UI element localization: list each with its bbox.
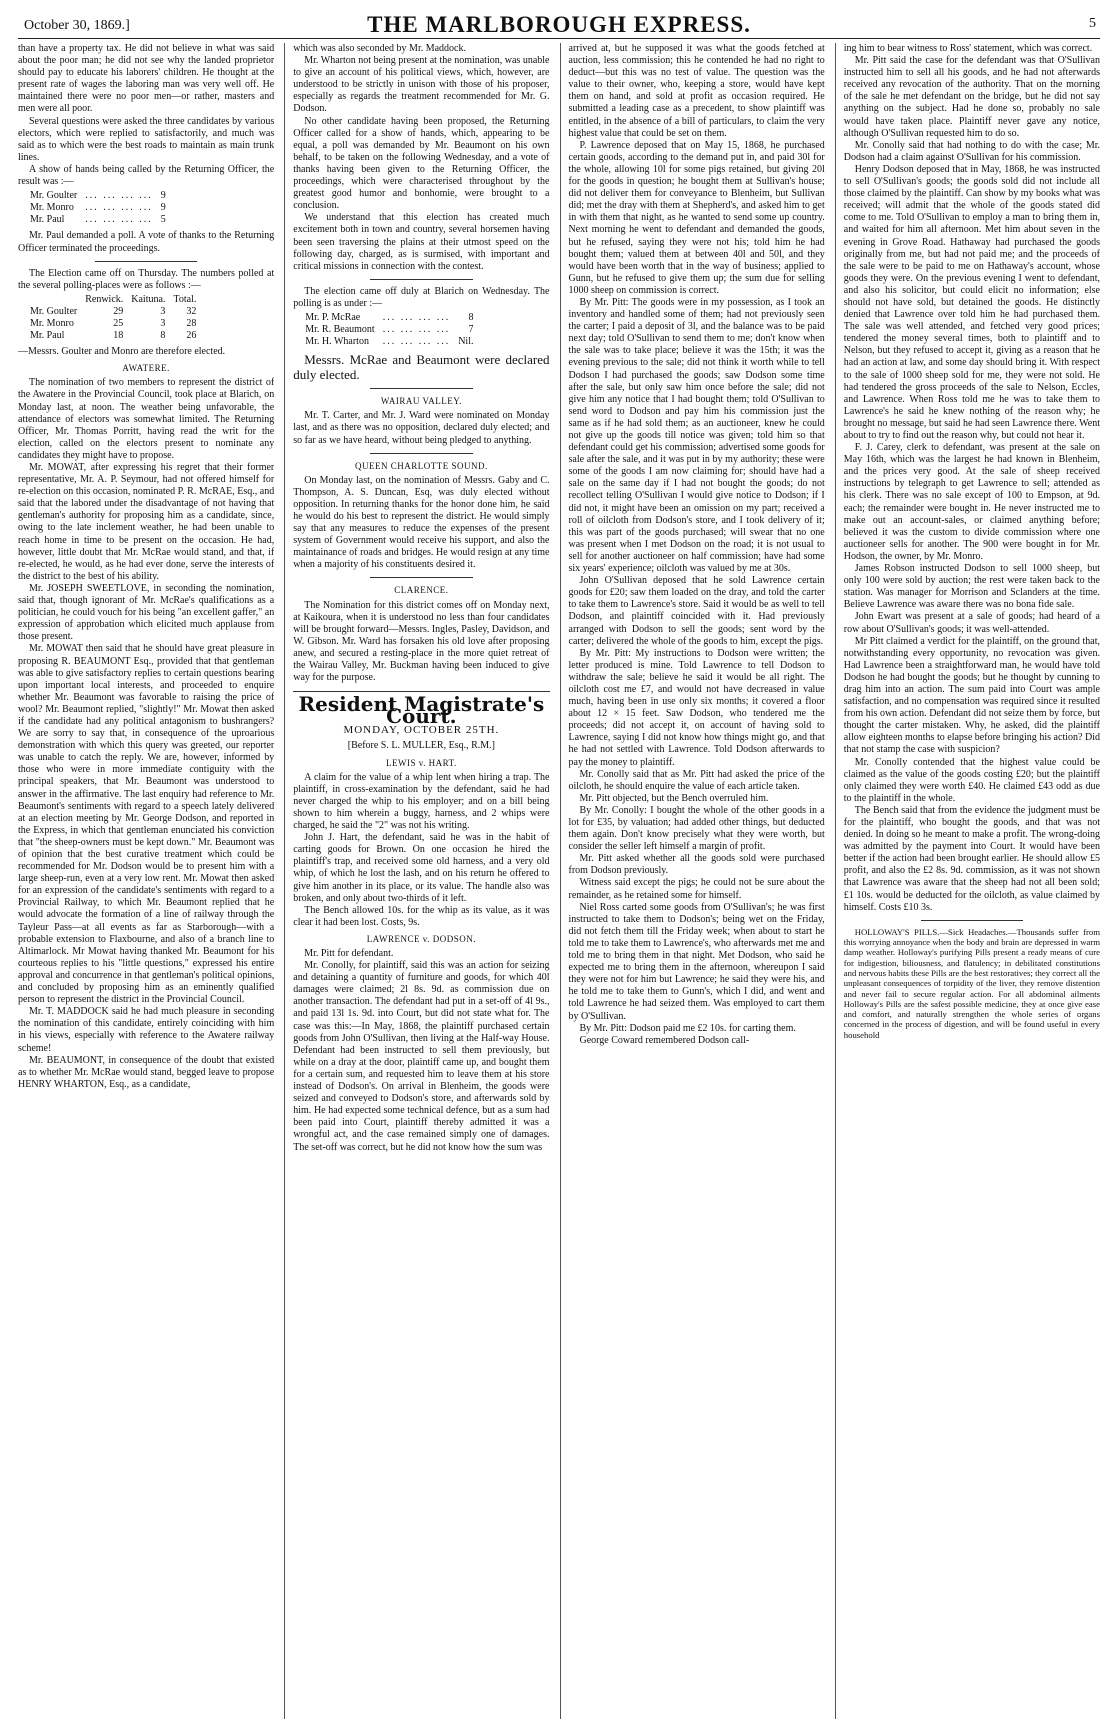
article-text: Mr. BEAUMONT, in consequence of the doubt that existed as to whether Mr. McRae would stand, begged leave to propose HENRY WHARTON, Esq., as a candidate,	[18, 1054, 275, 1090]
article-text: which was also seconded by Mr. Maddock.	[293, 43, 466, 54]
article-text: The Bench said that from the evidence the judgment must be for the plaintiff, who bought the goods, and that was not denied. In doing so he meant to make a profit. The wrong-doing was admitted by the payment into Court. It would have been better if the action had been brought earlier. He should allow £5 profit, and also the £2 8s. 9d. commission, as it was not shown that Lawrence was aware that the sheep had not all been sold; £1 10s. would be deducted for the oilcloth, as value claimed by himself. Costs £10 3s.	[843, 804, 1100, 913]
article-text: The Election came off on Thursday. The numbers polled at the several polling-places were as follows :—	[18, 267, 275, 291]
table-row: Mr. Monro ... ... ... ... 9	[26, 202, 170, 214]
article-text: Mr. Conolly said that had nothing to do with the case; Mr. Dodson had a claim against O'Sullivan for his commission.	[843, 139, 1100, 163]
table-row	[26, 306, 200, 318]
article-text: Mr. Conolly, for plaintiff, said this was an action for seizing and detaining a quantity of furniture and goods, for which 40l damages were claimed; 2l 8s. 9d. as commission due on another transaction. The defendant had put in a set-off of 4l 9s., and paid 13l 1s. 9d. into Court, but did not state what for. The case was this:—In May, 1868, the plaintiff purchased certain goods from John O'Sullivan, then living at the Half-way House. Defendant had been instructed to sell them previously, but while on a dray at the door, plaintiff came up, and bought them for a certain sum, and requested him to leave them at his store instead of Dodson's. On arrival in Blenheim, the goods were seized and conveyed to Dodson's store, and afterwards sold by him. He had expected some technical defence, but as a sum had been paid into Court, plaintiff thereby admitted it was a wrongful act, and the case remained simply one of damages. The set-off was correct, but he did not know how the sum was	[293, 960, 550, 1153]
article-text: The Bench allowed 10s. for the whip as its value, as it was clear it had been lost. Costs, 9s.	[293, 904, 550, 928]
article-text: Mr. Pitt objected, but the Bench overruled him.	[579, 792, 769, 804]
court-date: MONDAY, OCTOBER 25TH.	[343, 724, 500, 737]
article-text: Witness said except the pigs; he could not be sure about the remainder, as he retained some for himself.	[568, 877, 825, 901]
article-text: We understand that this election has created much excitement both in town and country, several horsemen having been seen traversing the plains at their utmost speed on the following day, charged, as is surmised, with important and critical missions in connection with the contest.	[293, 212, 550, 272]
cell: 25	[113, 317, 124, 329]
article-text: Mr. Paul demanded a poll. A vote of thanks to the Returning Officer terminated the proceedings.	[18, 230, 275, 254]
cell: 26	[186, 330, 197, 342]
article-text: James Robson instructed Dodson to sell 1000 sheep, but only 100 were sold by auction; the rest were taken back to the station. Was manager for Morrison and Sclanders at the time. Believe Lawrence was aware there was no bona fide sale.	[843, 563, 1100, 611]
column-3	[560, 43, 825, 1719]
cell: 8	[160, 330, 166, 342]
columns	[18, 43, 1100, 1719]
article-text: The election came off duly at Blarich on Wednesday. The polling is as under :—	[293, 285, 550, 309]
article-text: By Mr. Conolly: I bought the whole of the other goods in a lot for £35, by valuation; had added other things, but deducted them again. Don't know precisely what they were worth, but consider the seller left himself a margin of profit.	[568, 804, 825, 853]
article-text: Messrs. McRae and Beaumont were declared duly elected.	[293, 352, 550, 383]
article-text: The nomination of two members to represent the district of the Awatere in the Provincial Council, took place at Blarich, on Monday last, at noon. The weather being unfavorable, the attendance of electors was somewhat limited. The Returning Officer, Mr. Thomas Porritt, having read the writ for the election, called on the electors present to nominate any candidates they might have to propose.	[18, 377, 275, 461]
vote-count: 9	[160, 190, 166, 202]
article-text: Mr. Pitt said the case for the defendant was that O'Sullivan instructed him to sell all his goods, and he had not afterwards received any revocation of the authority. That on the morning of the sale he met defendant on the bridge, but he did not say anything on the subject. Had he done so, probably no sale would have taken place. Plaintiff never gave any notice, although O'Sullivan requested him to do so.	[843, 55, 1100, 139]
article-text: F. J. Carey, clerk to defendant, was present at the sale on May 16th, which was the largest he had known in Blenheim, and the prices very good. At the sale of sheep received instructions by telegraph to get Lawrence to sell; attended as his clerk. There was no sale except of 100 to Empson, at 9d. each; the remainder were bought in. He never instructed me to make out an account-sales, or claimed anything before; believed it was the custom to divide commission where one auctioneer sells for another. The 900 were bought in for Mr. Hodson, the owner, by Mr. Monro.	[843, 442, 1100, 562]
article-text: Mr. JOSEPH SWEETLOVE, in seconding the nomination, said that, though ignorant of Mr. McRae's qualifications as a politician, he could vouch for his being "an excellent gaffer," an expression of approbation which elicited much applause from those present.	[18, 582, 275, 643]
article-text: The Nomination for this district comes off on Monday next, at Kaikoura, when it is understood no less than four candidates will be brought forward—Messrs. Ingles, Pasley, Davidson, and W. Gibson. Mr. Ward has forsaken his old love after proposing anew, and secured a resting-place in the more quiet retreat of the Wairau Valley, Mr. Buckman having been induced to give way for the purpose.	[293, 599, 550, 684]
issue-date: October 30, 1869.]	[24, 18, 130, 33]
article-text: George Coward remembered Dodson call-	[579, 1034, 750, 1046]
article-text: ing him to bear witness to Ross' statement, which was correct.	[843, 43, 1093, 54]
table-row	[26, 318, 200, 330]
cell: 32	[186, 305, 197, 317]
article-text: No other candidate having been proposed, the Returning Officer called for a show of hands, which, appearing to be equal, a poll was demanded by Mr. Beaumont on his own behalf, to be taken on the following Wednesday, and a vote of thanks having been given to the Returning Officer, the proceedings, which were characterised throughout by the greatest good humor and bonhomie, were brought to a conclusion.	[293, 115, 550, 212]
poll-results-table	[26, 294, 200, 342]
divider	[370, 453, 473, 454]
article-text: John O'Sullivan deposed that he sold Lawrence certain goods for £20; saw them loaded on the dray, and told the carter to take them to Lawrence's store. Said it would be as well to tell Dodson, and plaintiff coincided with it. Had previously arranged with Dodson to sell the goods; sent word by the carter; delivered the whole of the goods to him, except the pigs.	[568, 575, 825, 647]
table-row: Mr. P. McRae ... ... ... ... 8	[301, 312, 477, 324]
show-of-hands-table	[26, 190, 170, 226]
page-number: 5	[1089, 16, 1096, 31]
article-text: than have a property tax. He did not believe in what was said about the poor man; he did not see why the landed proprietor should pay to educate his laborers' children. He thought at the present rate of wages the laboring man was very well off. He maintained there were no poor men—or rather, masters and men were all poor.	[18, 43, 275, 115]
candidate-name: Mr. Goulter	[30, 190, 78, 202]
article-text: By Mr. Pitt: Dodson paid me £2 10s. for carting them.	[579, 1022, 796, 1034]
case-heading: LAWRENCE v. DODSON.	[366, 933, 476, 944]
article-text: By Mr. Pitt: The goods were in my possession, as I took an inventory and handled some of them; had not previously seen the carter; I paid a deposit of 3l, and the balance was to be paid next day; told O'Sullivan to send them to me; don't know when the sale was to take place; believe it was the 15th; it was the evening previous to the sale; did not think it worth while to tell Dodson I had purchased the goods; saw Dodson some time after the sale, but only saw him once before the sale; did not give him any notice that I had bought them; told O'Sullivan to send word to Dodson and pay him his commission just the same as if he had sold them; as an auctioneer, knew he could not give up the goods till notice was given; told him so that defendant could get his commission; advertised some goods for sale after the sale, and it was put in by my authority; these were some of the goods I am now claiming for; should have had a sale on the same day if I had not bought the goods; do not recollect telling O'Sullivan I would give notice to Dodson; if I did not, it might have been an omission on my part; received a roll of oilcloth from Dodson's store, and I took delivery of it; this was part of the goods purchased; will swear that no one was present when I met Dodson on the road; it is not usual to sell for another auctioneer on half commission; have had some six years' experience; oilcloth was valued by me at 30s.	[568, 296, 825, 575]
masthead	[18, 10, 1100, 39]
article-text: Henry Dodson deposed that in May, 1868, he was instructed to sell O'Sullivan's goods; the goods sold did not include all those claimed by the plaintiff. Can show by my books what was received; will admit that the whole of the goods stated did come to me. Told O'Sullivan to employ a man to bring them in, and waited for him all afternoon. Met him about seven in the evening in Grove Road. Hathaway had purchased the goods originally from me, but had not paid me; and the proceeds of the sale were to be paid to me on Hathaway's account, whose goods they were. On the previous evening I went to defendant, and also his solicitor, but could elicit no information; else should not have sold, but detained the goods. He distinctly denied that Lawrence over told him he had purchased them. The sale was well attended, and fetched very good prices; tendered the money several times, both to plaintiff and to Nelson, but they refused to accept it, giving as a reason that he had an action at law, and some day should bring it. With respect to the sale of 1000 sheep sold for me, they were not sold. He had tendered the gross proceeds of the sale to Nelson, Eccles, and Lawrence. When Ross told me he was to take them to Lawrence's he said he knew nothing of the reason why; he brought no message, but said he had seen Lawrence there. Went about to try to find out the reason why, but could not hear it.	[843, 163, 1100, 441]
column-header: Total.	[173, 293, 197, 305]
candidate-name: Mr. Paul	[30, 330, 65, 342]
table-row: Mr. H. Wharton ... ... ... ... Nil.	[301, 336, 477, 348]
article-text: arrived at, but he supposed it was what the goods fetched at auction, less commission; this he contended he had no right to deduct—but this was no test of value. The question was the value to their owner, who, keeping a store, would have kept them on hand, and sold at profit as occasion required. He submitted a leading case as a precedent, to show plaintiff was entitled, in the absence of a bill of particulars, to claim the very highest value that could be set on them.	[568, 43, 825, 139]
divider	[370, 388, 473, 389]
divider	[95, 261, 198, 262]
column-1	[18, 43, 274, 1719]
article-text: Mr. T. MADDOCK said he had much pleasure in seconding the nomination of this candidate, entirely coinciding with him in his views, especially with reference to the Awatere railway scheme!	[18, 1006, 275, 1054]
advertisement: HOLLOWAY'S PILLS.—Sick Headaches.—Thousands suffer from this worrying annoyance when the body and brain are depressed in warm damp weather. Holloway's purifying Pills present a ready means of cure for indigestion, biliousness, and flatulency; in debilitated constitutions and nervous habits these Pills are the best restoratives; they correct all the unpleasant consequences of torpidity of the liver, they remove distention and never fail to secure regular action. For all abdominal ailments Holloway's Pills are the safest possible medicine, they at once give ease and comfort, and naturally strengthen the whole series of organs concerned in the process of digestion, and will be found useful in every household	[843, 926, 1100, 1040]
cell: 3	[160, 317, 166, 329]
candidate-name: Mr. P. McRae	[305, 311, 361, 323]
cell: 3	[160, 305, 166, 317]
section-heading: QUEEN CHARLOTTE SOUND.	[355, 460, 488, 471]
article-text: Mr. Wharton not being present at the nomination, was unable to give an account of his political views, which, however, are understood to be strictly in unison with those of his proposer, especially as regards the treatment recommended for Mr. G. Dodson.	[293, 55, 550, 115]
article-text: Mr. Conolly said that as Mr. Pitt had asked the price of the oilcloth, he should enquire the value of each article taken.	[568, 768, 825, 792]
article-text: —Messrs. Goulter and Monro are therefore elected.	[18, 346, 226, 358]
table-row	[26, 330, 200, 342]
article-text: By Mr. Pitt: My instructions to Dodson were written; the letter produced is mine. Told Lawrence to tell Dodson to withdraw the sale; believe he said it would be all right. The oilcloth cost me £7, and would not have decreased in value much, having been in use only six months; it covered a floor about 12 × 15 feet. Saw Dodson, who tendered me the proceeds; did not accept it, on account of having sold to Lawrence, saying I did not know how things might go, and that he had not settled with Lawrence. Told Dodson afterwards to pay the money to plaintiff.	[568, 647, 825, 768]
vote-count: 9	[160, 202, 166, 214]
article-text: Mr. Pitt for defendant.	[304, 948, 394, 959]
article-text: Mr. T. Carter, and Mr. J. Ward were nominated on Monday last, and as there was no opposition, declared duly elected; and so far as we have heard, without being pledged to anything.	[293, 410, 550, 446]
article-text: John J. Hart, the defendant, said he was in the habit of carting goods for Brown. On one occasion he hired the plaintiff's trap, and received some old harness, and a very old whip, of which he lost the lash, and on his return he offered to give him another in its place, or its value. The handle also was broken, and only about two-thirds of it left.	[293, 832, 550, 904]
article-text: Several questions were asked the three candidates by various electors, which were replied to satisfactorily, and much was said as to which were the best roads to maintain as main trunk lines.	[18, 115, 275, 163]
article-text: On Monday last, on the nomination of Messrs. Gaby and C. Thompson, A. S. Duncan, Esq, was duly elected without opposition. In returning thanks for the honor done him, he said he would do his best to represent the district. He would simply say that any measures to reduce the expenses of the present system of Government would receive his support, and also the maintainance of roads and bridges. He would resign at any time when a majority of his constituents desired it.	[293, 474, 550, 571]
column-header: Renwick.	[85, 293, 124, 305]
article-text: John Ewart was present at a sale of goods; had heard of a row about O'Sullivan's goods; it was well-attended.	[843, 611, 1100, 635]
candidate-name: Mr. H. Wharton	[305, 336, 369, 348]
article-text: Mr. Conolly contended that the highest value could be claimed as the value of the goods costing £20; but the plaintiff only claimed they were worth £40. He claimed £43 odd as due to the plaintiff in the whole.	[843, 756, 1100, 804]
vote-count: 7	[468, 324, 474, 336]
candidate-name: Mr. Paul	[30, 214, 65, 226]
candidate-name: Mr. R. Beaumont	[305, 324, 375, 336]
article-text: P. Lawrence deposed that on May 15, 1868, he purchased certain goods, according to the demand put in, and paid 30l for the whole, allowing 10l for some pigs retained, but giving 20l for the goods in question; he bought them at Sullivan's house; did not deliver them for conveyance to Blenheim, but Sullivan did; met the dray with them at Shepherd's, and asked him to get in with them that night, as he wanted to send some up country. Next morning he went to defendant and demanded the goods, but he refused, saying they were not his; told him he had bought them; valued them at between 40l and 50l, and they would have been worth that in the way of business; applied to Gunn, but he refused to give them up; the sum due for selling 1000 sheep on commission is correct.	[568, 139, 825, 296]
article-text: Mr Pitt claimed a verdict for the plaintiff, on the ground that, notwithstanding every opportunity, no revocation was given. Had Lawrence been a straightforward man, he would have told Dodson he had bought the goods; but he thought by cunning to drag him into an action. The sum paid into Court was ample satisfaction, and no compensation was required since it resulted from his own action. Defendant did not seize them by force, but thought the carter mistaken. Why, he asked, did the plaintiff allow eighteen months to elapse before bringing his action? Did that not stamp the case with suspicion?	[843, 635, 1100, 756]
article-text: Mr. MOWAT then said that he should have great pleasure in proposing R. BEAUMONT Esq., provided that that gentleman was able to give satisfactory replies to certain questions bearing upon important local interests, and proceeded to enquire whether Mr. Beaumont was favorable to raising the price of wool? Mr. Beaumont replied, "slightly!" Mr. Mowat then asked if the candidate had any political antagonism to bushrangers? We are sorry to say that, in consequence of the uproarious demonstration with which this query was greeted, our reporter was unable to catch the reply. We are, however, informed by those who were in more immediate contiguity with the principal speakers, that Mr. Beaumont was understood to answer in the affirmative. The last enquiry had reference to Mr. Beaumont's sentiments with regard to a speech lately delivered at an election meeting by Mr. George Dodson, and reported in the Express, in which that gentleman enunciated his conviction that "the sheep-owners must be kept down." Mr. Beaumont was of opinion that the best curative treatment which could be recommended for Mr. Dodson would be to present him with a large sheep-run, even at a very low rent. Mr. Mowat then asked for an expression of the candidate's sentiments with regard to a Provincial Railway, to which Mr. Beaumont replied that he would advocate the formation of a line of railway through the Tayleur Pass—at all events as far as Starborough—with a probable extension to Flaxbourne, and also of a branch line to Altimarlock. Mr Mowat having thanked Mr. Beaumont for his courteous replies to his "little questions," expressed his entire approval and concurrence in that gentleman's political opinions, and concluded by proposing him as an eminently qualified person to represent the district in the Provincial Council.	[18, 643, 275, 1006]
blarich-poll-table	[301, 312, 477, 348]
divider	[370, 279, 473, 280]
table-row: Mr. Paul ... ... ... ... 5	[26, 214, 170, 226]
section-heading: WAIRAU VALLEY.	[380, 396, 462, 407]
divider	[370, 577, 473, 578]
table-row: Mr. R. Beaumont ... ... ... ... 7	[301, 324, 477, 336]
article-text: A claim for the value of a whip lent when hiring a trap. The plaintiff, in cross-examination by the defendant, said he had never charged the whip to his employer; and on a bill being shown to him wherein a buggy, harness, and 2 whips were charged, he said the "2" was not his writing.	[293, 771, 550, 832]
divider	[921, 920, 1024, 921]
cell: 29	[113, 305, 124, 317]
newspaper-title: THE MARLBOROUGH EXPRESS.	[367, 12, 751, 37]
table-header	[26, 294, 200, 306]
case-heading: LEWIS v. HART.	[386, 757, 457, 768]
column-2	[284, 43, 549, 1719]
candidate-name: Mr. Goulter	[30, 305, 78, 317]
candidate-name: Mr. Monro	[30, 317, 74, 329]
cell: 28	[186, 317, 197, 329]
article-text: Niel Ross carted some goods from O'Sullivan's; he was first instructed to take them to Dodson's; being wet on the Friday, did not fetch them till the Friday week; when about to start he told me to take them to Lawrence's, who afterwards met me and told me to bring them in that night. Met Dodson, who said he expected me to bring them in the afternoon, whereupon I said they were not for him but Lawrence; he said they were his, and he told me to take them to Gunn's, which I did, and went and told Lawrence he had seized them. Was employed to cart them by O'Sullivan.	[568, 901, 825, 1022]
vote-count: 8	[468, 311, 474, 323]
column-4	[835, 43, 1100, 1719]
section-heading: AWATERE.	[122, 363, 170, 374]
candidate-name: Mr. Monro	[30, 202, 74, 214]
column-header: Kaituna.	[131, 293, 166, 305]
court-heading: Resident Magistrate's Court.	[298, 692, 545, 729]
cell: 18	[113, 330, 124, 342]
vote-count: 5	[160, 214, 166, 226]
table-row: Mr. Goulter ... ... ... ... 9	[26, 190, 170, 202]
vote-count: Nil.	[458, 336, 474, 348]
section-heading: CLARENCE.	[394, 585, 449, 596]
article-text: Mr. MOWAT, after expressing his regret that their former representative, Mr. A. P. Seymour, had not offered himself for re-election on this occasion, nominated P. R. McRAE, Esq., and said that the labored under the disadvantage of not having that gentleman's authority for proposing him as a candidate, since, owing to the late inclement weather, he had been unable to reach home in time to be present on the occasion. He had, however, little doubt that Mr. McRae would stand, and that, if re-elected, he would, as he had ever done, serve the interests of the district to the best of his ability.	[18, 462, 275, 582]
article-text: A show of hands being called by the Returning Officer, the result was :—	[18, 163, 275, 188]
court-magistrate: [Before S. L. MULLER, Esq., R.M.]	[347, 739, 495, 751]
article-text: Mr. Pitt asked whether all the goods sold were purchased from Dodson previously.	[568, 853, 825, 877]
